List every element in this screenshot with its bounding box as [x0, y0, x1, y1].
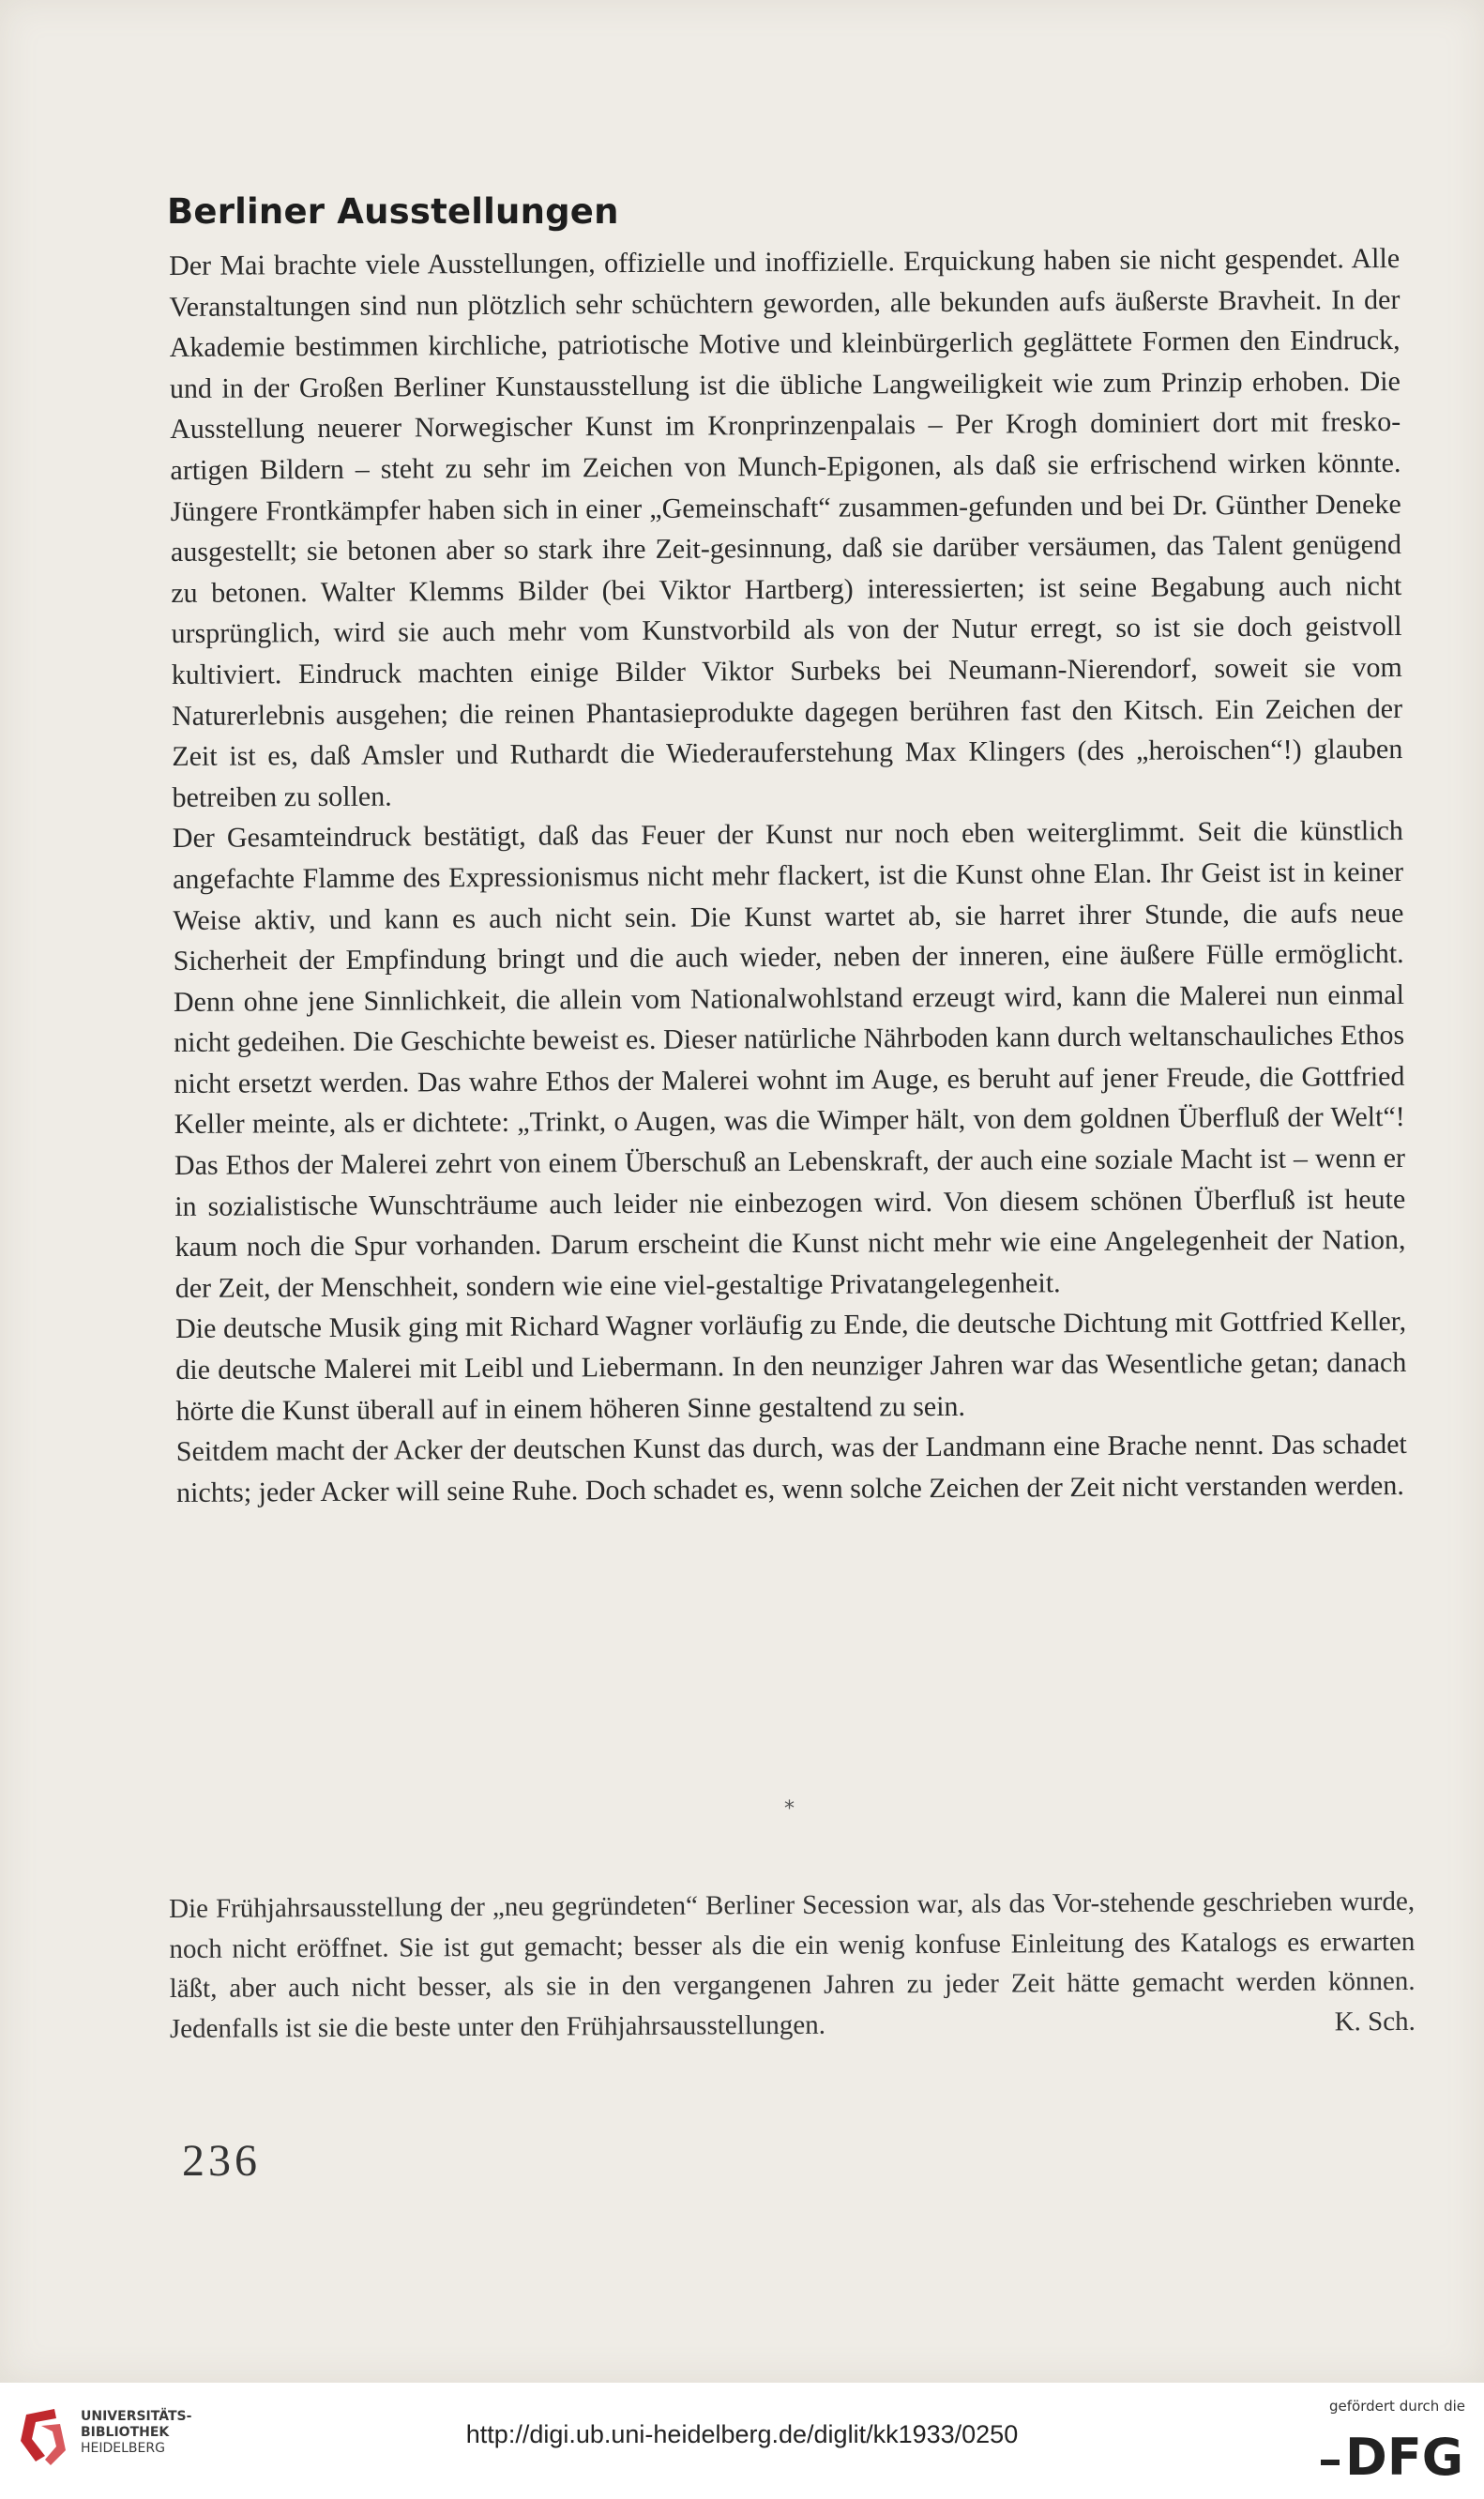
- page-number: 236: [182, 2136, 261, 2186]
- note-paragraph: [169, 1882, 1416, 2049]
- note-text: Die Frühjahrsausstellung der „neu gegründeten“ Berliner Secession war, als das Vor-stehende geschrieben wurde, noch nicht eröffnet. Sie ist gut gemacht; besser als die ein wenig konfuse Einleitung des Katalogs es erwarten läßt, aber auch nicht besser, als sie in den vergangenen Jahren zu jeder Zeit hätte gemacht werden können. Jedenfalls ist sie die beste unter den Frühjahrsausstellungen.: [169, 1886, 1416, 2044]
- funder-label: gefördert durch die: [1329, 2398, 1465, 2415]
- library-name-line-3: HEIDELBERG: [81, 2441, 165, 2456]
- section-separator: *: [784, 1797, 795, 1821]
- paragraph-2: Der Gesamteindruck bestätigt, daß das Feuer der Kunst nur noch eben weiterglimmt. Seit die künstlich angefachte Flamme des Expressionismus nicht mehr flackert, ist die Kunst ohne Elan. Ihr Geist ist in keiner Weise aktiv, und kann es auch nicht sein. Die Kunst wartet ab, sie harret ihrer Stunde, die aufs neue Sicherheit der Empfindung bringt und die auch wieder, neben der inneren, eine äußere Fülle ermöglicht. Denn ohne jene Sinnlichkeit, die allein vom Nationalwohlstand erzeugt wird, kann die Malerei nun einmal nicht gedeihen. Die Geschichte beweist es. Dieser natürliche Nährboden kann durch weltanschauliches Ethos nicht ersetzt werden. Das wahre Ethos der Malerei wohnt im Auge, es beruht auf jener Freude, die Gottfried Keller meinte, als er dichtete: „Trinkt, o Augen, was die Wimper hält, von dem goldnen Überfluß der Welt“! Das Ethos der Malerei zehrt von einem Überschuß an Lebenskraft, der auch eine soziale Macht ist – wenn er in sozialistische Wunschträume auch leider nie einbezogen wird. Von diesem schönen Überfluß ist heute kaum noch die Spur vorhanden. Darum erscheint die Kunst nicht mehr wie eine Angelegenheit der Nation, der Zeit, der Menschheit, sondern wie eine viel-gestaltige Privatangelegenheit.: [172, 815, 1406, 1304]
- article-body: [169, 238, 1407, 1513]
- paragraph-1: Der Mai brachte viele Ausstellungen, offizielle und inoffizielle. Erquickung haben sie nicht gespendet. Alle Veranstaltungen sind nun plötzlich sehr schüchtern geworden, alle bekunden aufs äußerste Bravheit. In der Akademie bestimmen kirchliche, patriotische Motive und kleinbürgerlich geglättete Formen den Eindruck, und in der Großen Berliner Kunstausstellung ist die übliche Langweiligkeit wie zum Prinzip erhoben. Die Ausstellung neuerer Norwegischer Kunst im Kronprinzenpalais – Per Krogh dominiert dort mit fresko-artigen Bildern – steht zu sehr im Zeichen von Munch-Epigonen, als daß sie erfrischend wirken könnte. Jüngere Frontkämpfer haben sich in einer „Gemeinschaft“ zusammen-gefunden und bei Dr. Günther Deneke ausgestellt; sie betonen aber so stark ihre Zeit-gesinnung, daß sie darüber versäumen, das Talent genügend zu betonen. Walter Klemms Bilder (bei Viktor Hartberg) interessierten; ist seine Begabung auch nicht ursprünglich, wird sie auch mehr vom Kunstvorbild als von der Nutur erregt, so ist sie doch geistvoll kultiviert. Eindruck machten einige Bilder Viktor Surbeks bei Neumann-Nierendorf, soweit sie vom Naturerlebnis ausgehen; die reinen Phantasieprodukte dagegen berühren fast den Kitsch. Ein Zeichen der Zeit ist es, daß Amsler und Ruthardt die Wiederauferstehung Max Klingers (des „heroischen“!) glauben betreiben zu sollen.: [169, 242, 1403, 813]
- editorial-note: [169, 1882, 1416, 2049]
- author-signature: K. Sch.: [1334, 2006, 1416, 2037]
- library-name-line-2: BIBLIOTHEK: [81, 2425, 170, 2440]
- dfg-logo-icon: [1317, 2426, 1463, 2480]
- paragraph-4: Seitdem macht der Acker der deutschen Kunst das durch, was der Landmann eine Brache nennt. Das schadet nichts; jeder Acker will seine Ruhe. Doch schadet es, wenn solche Zeichen der Zeit nicht verstanden werden.: [175, 1429, 1407, 1508]
- article-title: Berliner Ausstellungen: [167, 191, 619, 232]
- library-name-line-1: UNIVERSITÄTS-: [81, 2409, 192, 2424]
- permalink-url[interactable]: http://digi.ub.uni-heidelberg.de/diglit/kk1933/0250: [465, 2420, 1019, 2448]
- paragraph-3: Die deutsche Musik ging mit Richard Wagner vorläufig zu Ende, die deutsche Dichtung mit Gottfried Keller, die deutsche Malerei mit Leibl und Liebermann. In den neunziger Jahren war das Wesentliche getan; danach hörte die Kunst überall auf in einem höheren Sinne gestaltend zu sein.: [174, 1306, 1407, 1427]
- dfg-logo-text: DFG: [1345, 2428, 1463, 2480]
